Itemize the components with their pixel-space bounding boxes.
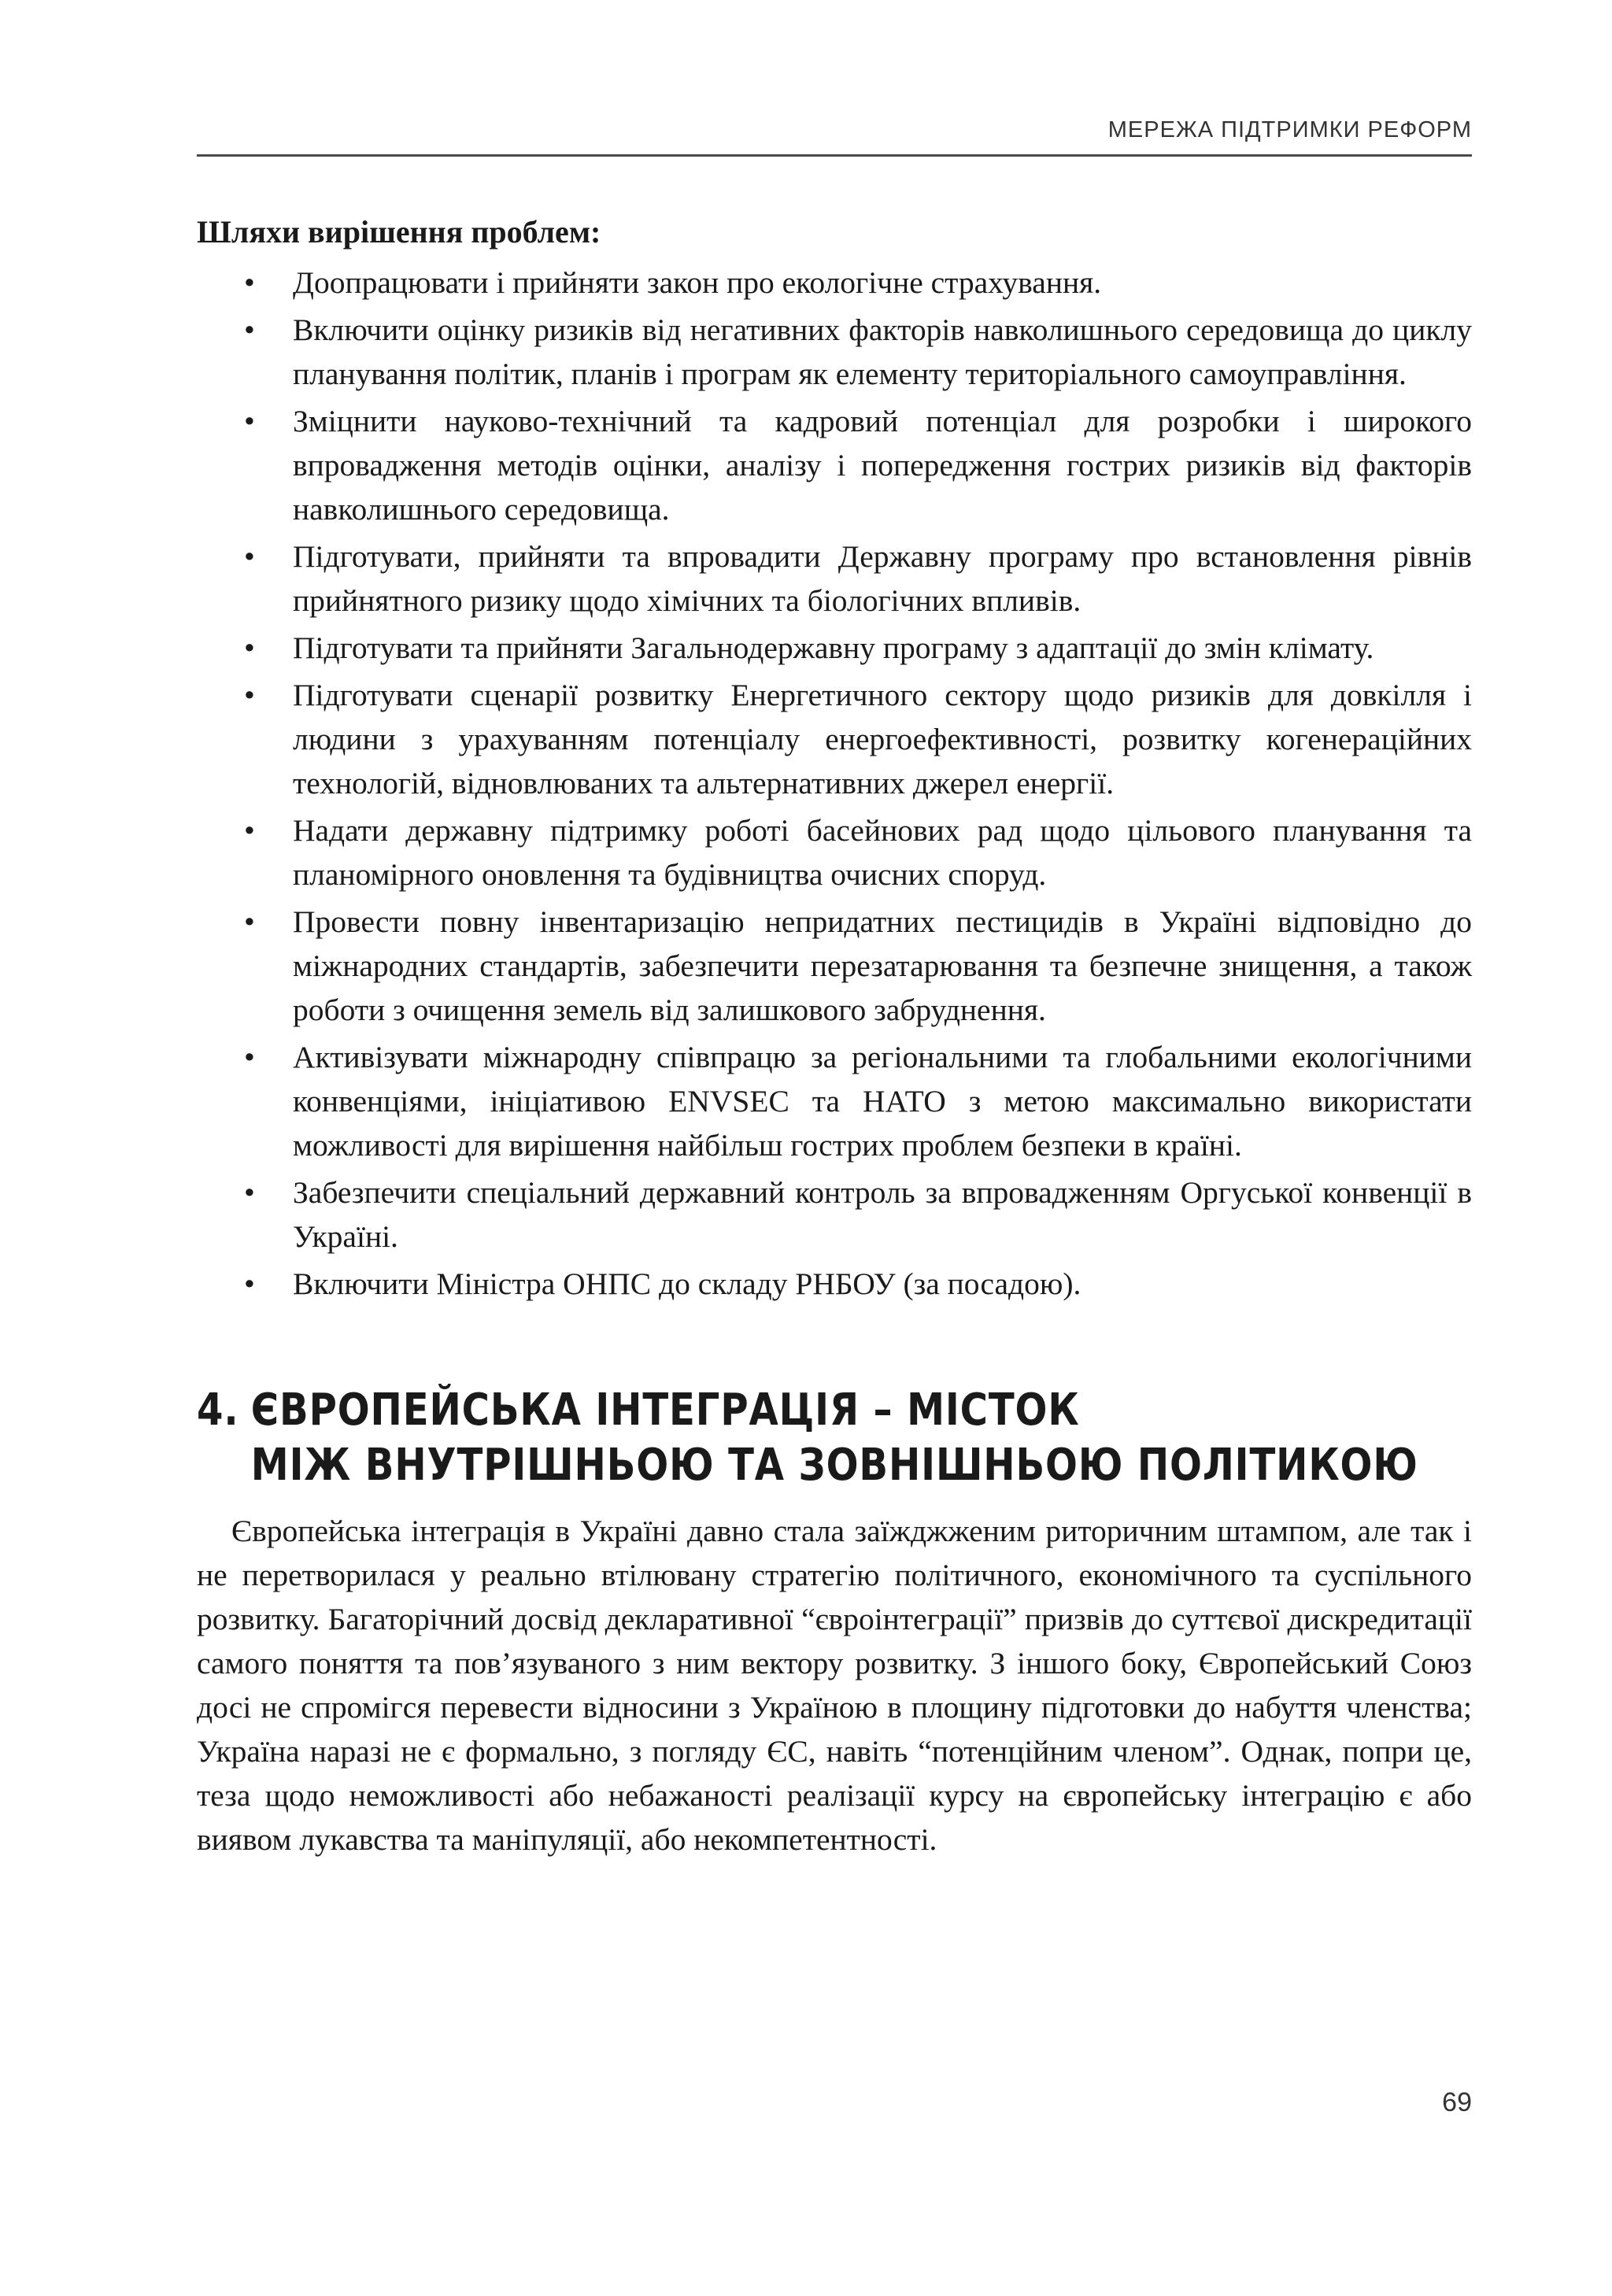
list-item (197, 1170, 1472, 1259)
section-heading (197, 1383, 1469, 1493)
list-item (197, 673, 1472, 805)
section-title-line2: МІЖ ВНУТРІШНЬОЮ ТА ЗОВНІШНЬОЮ ПОЛІТИКОЮ (250, 1440, 1418, 1491)
bullet-icon: • (244, 539, 255, 574)
page-number: 69 (1442, 2087, 1472, 2117)
list-item (197, 1262, 1472, 1306)
bullet-icon: • (244, 630, 255, 665)
page-content (197, 209, 1472, 1862)
list-item-text: Підготувати, прийняти та впровадити Державну програму про встановлення рівнів прийнятного ризику щодо хімічних та біологічних впливів. (293, 539, 1472, 618)
list-item-text: Включити Міністра ОНПС до складу РНБОУ (за посадою). (293, 1266, 1081, 1301)
list-item-text: Надати державну підтримку роботі басейнових рад щодо цільового планування та планомірного оновлення та будівництва очисних споруд. (293, 813, 1472, 892)
bullet-icon: • (244, 404, 255, 438)
bullet-icon: • (244, 1040, 255, 1074)
solutions-list (197, 261, 1472, 1306)
list-item (197, 399, 1472, 531)
list-item (197, 626, 1472, 670)
bullet-icon: • (244, 1266, 255, 1301)
list-item (197, 808, 1472, 897)
list-item-text: Активізувати міжнародну співпрацю за регіональними та глобальними екологічними конвенціями, ініціативою ENVSEC та НАТО з метою максимально використати можливості для вирішення найбільш гострих проблем безпеки в країні. (293, 1040, 1472, 1163)
bullet-icon: • (244, 904, 255, 939)
list-item-text: Забезпечити спеціальний державний контроль за впровадженням Оргуської конвенції в Україні. (293, 1175, 1472, 1254)
solutions-heading: Шляхи вирішення проблем: (197, 214, 601, 250)
list-item-text: Підготувати сценарії розвитку Енергетичного сектору щодо ризиків для довкілля і людини з урахуванням потенціалу енергоефективності, розвитку когенераційних технологій, відновлюваних та альтернативних джерел енергії. (293, 678, 1472, 800)
list-item (197, 261, 1472, 305)
list-item (197, 534, 1472, 623)
list-item-text: Провести повну інвентаризацію непридатних пестицидів в Україні відповідно до міжнародних стандартів, забезпечити перезатарювання та безпечне знищення, а також роботи з очищення земель від залишкового забруднення. (293, 904, 1472, 1027)
list-item-text: Зміцнити науково-технічний та кадровий потенціал для розробки і широкого впровадження методів оцінки, аналізу і попередження гострих ризиків від факторів навколишнього середовища. (293, 404, 1472, 527)
list-item-text: Включити оцінку ризиків від негативних факторів навколишнього середовища до циклу планування політик, планів і програм як елементу територіального самоуправління. (293, 312, 1472, 391)
list-item (197, 308, 1472, 396)
list-item-text: Доопрацювати і прийняти закон про екологічне страхування. (293, 265, 1102, 300)
bullet-icon: • (244, 1175, 255, 1210)
list-item (197, 900, 1472, 1032)
bullet-icon: • (244, 813, 255, 848)
body-paragraph: Європейська інтеграція в Україні давно стала заїжджженим риторичним штампом, але так і не перетворилася у реально втілювану стратегію політичного, економічного та суспільного розвитку. Багаторічний досвід декларативної “євроінтеграції” призвів до суттєвої дискредитації самого поняття та пов’язуваного з ним вектору розвитку. З іншого боку, Європейський Союз досі не спромігся перевести відносини з Україною в площину підготовки до набуття членства; Україна наразі не є формально, з погляду ЄС, навіть “потенційним членом”. Однак, попри це, теза щодо неможливості або небажаності реалізації курсу на європейську інтеграцію є або виявом лукавства та маніпуляції, або некомпетентності. (197, 1514, 1472, 1857)
section-title-line1: ЄВРОПЕЙСЬКА ІНТЕГРАЦІЯ – МІСТОК (250, 1385, 1080, 1436)
bullet-icon: • (244, 265, 255, 300)
bullet-icon: • (244, 312, 255, 347)
list-item-text: Підготувати та прийняти Загальнодержавну програму з адаптації до змін клімату. (293, 630, 1374, 665)
running-head: МЕРЕЖА ПІДТРИМКИ РЕФОРМ (197, 105, 1472, 157)
bullet-icon: • (244, 678, 255, 712)
list-item (197, 1035, 1472, 1167)
section-number: 4. (197, 1385, 239, 1436)
